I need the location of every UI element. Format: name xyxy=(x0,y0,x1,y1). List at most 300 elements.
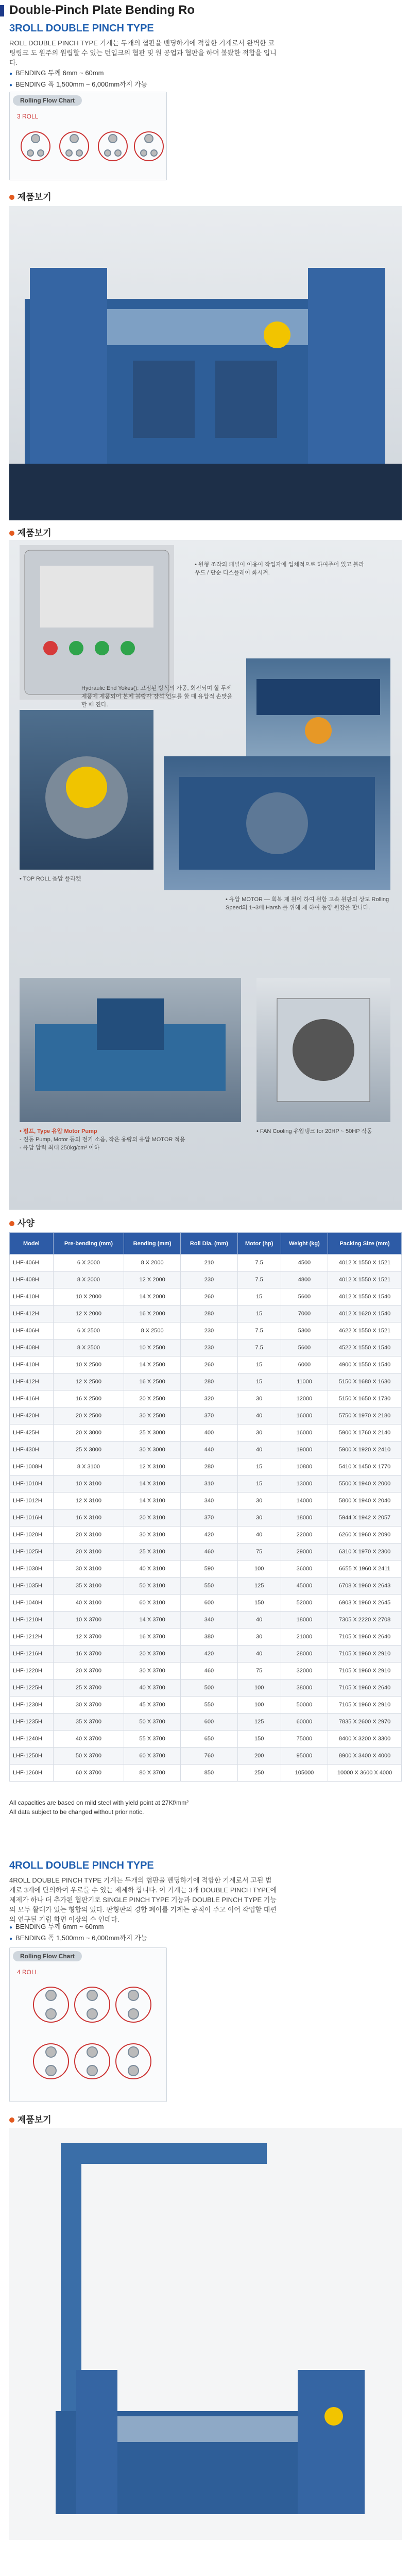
model-cell: LHF-1012H xyxy=(10,1493,54,1510)
table-cell: 260 xyxy=(181,1289,237,1306)
table-cell: 7305 X 2220 X 2708 xyxy=(328,1612,402,1629)
table-cell: 7105 X 1960 X 2910 xyxy=(328,1646,402,1663)
table-cell: 30 xyxy=(237,1391,281,1408)
table-cell: 400 xyxy=(181,1425,237,1442)
table-row xyxy=(10,1476,402,1493)
product-photo-4roll xyxy=(9,2128,402,2540)
table-cell: 5300 xyxy=(281,1323,328,1340)
heading-dot-icon xyxy=(9,195,14,200)
model-cell: LHF-408H xyxy=(10,1340,54,1357)
chart-tab: Rolling Flow Chart xyxy=(13,95,82,106)
table-cell: 15 xyxy=(237,1306,281,1323)
detail-photos-panel xyxy=(9,540,402,1210)
model-cell: LHF-408H xyxy=(10,1272,54,1289)
chart-tab: Rolling Flow Chart xyxy=(13,1951,82,1961)
table-cell: 38000 xyxy=(281,1680,328,1697)
heading-product-view-2 xyxy=(9,526,52,538)
model-cell: LHF-425H xyxy=(10,1425,54,1442)
table-cell: 50 X 3700 xyxy=(53,1748,124,1765)
table-cell: 8900 X 3400 X 4000 xyxy=(328,1748,402,1765)
table-cell: 6000 xyxy=(281,1357,328,1374)
model-cell: LHF-412H xyxy=(10,1306,54,1323)
table-cell: 12 X 2000 xyxy=(124,1272,180,1289)
table-cell: 28000 xyxy=(281,1646,328,1663)
rolling-flow-chart-3roll xyxy=(9,92,167,180)
table-cell: 5500 X 1940 X 2000 xyxy=(328,1476,402,1493)
table-cell: 10 X 3100 xyxy=(53,1476,124,1493)
table-cell: 280 xyxy=(181,1459,237,1476)
table-cell: 4900 X 1550 X 1540 xyxy=(328,1357,402,1374)
table-cell: 32000 xyxy=(281,1663,328,1680)
table-cell: 280 xyxy=(181,1306,237,1323)
table-cell: 5800 X 1940 X 2040 xyxy=(328,1493,402,1510)
table-cell: 370 xyxy=(181,1510,237,1527)
table-cell: 8 X 2000 xyxy=(124,1255,180,1272)
table-row xyxy=(10,1646,402,1663)
table-cell: 75 xyxy=(237,1544,281,1561)
table-cell: 4012 X 1620 X 1540 xyxy=(328,1306,402,1323)
table-cell: 19000 xyxy=(281,1442,328,1459)
table-row xyxy=(10,1425,402,1442)
table-row xyxy=(10,1306,402,1323)
table-cell: 4012 X 1550 X 1540 xyxy=(328,1289,402,1306)
table-cell: 600 xyxy=(181,1595,237,1612)
heading-text: 사양 xyxy=(18,1218,35,1228)
table-cell: 760 xyxy=(181,1748,237,1765)
top-roll-photo xyxy=(20,710,153,870)
table-cell: 29000 xyxy=(281,1544,328,1561)
bullet-width: ● BENDING 폭 1,500mm ~ 6,000mm까지 가능 xyxy=(9,1933,147,1944)
table-cell: 5600 xyxy=(281,1289,328,1306)
table-cell: 7105 X 1960 X 2910 xyxy=(328,1697,402,1714)
table-row xyxy=(10,1748,402,1765)
table-cell: 5944 X 1942 X 2057 xyxy=(328,1510,402,1527)
table-cell: 20 X 2500 xyxy=(53,1408,124,1425)
column-header: Bending (mm) xyxy=(124,1233,180,1255)
spec-bullets-3roll xyxy=(9,68,147,91)
product-photo-3roll xyxy=(9,206,402,520)
table-row xyxy=(10,1340,402,1357)
table-row xyxy=(10,1629,402,1646)
table-cell: 850 xyxy=(181,1765,237,1782)
table-cell: 16 X 2500 xyxy=(124,1374,180,1391)
table-cell: 25 X 3100 xyxy=(124,1544,180,1561)
table-cell: 15 xyxy=(237,1357,281,1374)
table-cell: 80 X 3700 xyxy=(124,1765,180,1782)
note-fan-cooling: • FAN Cooling 유압탱크 for 20HP ~ 50HP 작동 xyxy=(256,1128,372,1134)
table-cell: 260 xyxy=(181,1357,237,1374)
table-cell: 5900 X 1760 X 2140 xyxy=(328,1425,402,1442)
table-cell: 14 X 3100 xyxy=(124,1493,180,1510)
table-row xyxy=(10,1408,402,1425)
heading-dot-icon xyxy=(9,1221,14,1226)
table-row xyxy=(10,1697,402,1714)
table-cell: 11000 xyxy=(281,1374,328,1391)
table-row xyxy=(10,1663,402,1680)
table-cell: 600 xyxy=(181,1714,237,1731)
heading-dot-icon xyxy=(9,531,14,536)
table-row xyxy=(10,1459,402,1476)
model-cell: LHF-1035H xyxy=(10,1578,54,1595)
table-cell: 7000 xyxy=(281,1306,328,1323)
column-header: Roll Dia. (mm) xyxy=(181,1233,237,1255)
table-cell: 7.5 xyxy=(237,1255,281,1272)
table-row xyxy=(10,1527,402,1544)
model-cell: LHF-1016H xyxy=(10,1510,54,1527)
page-title: Double-Pinch Plate Bending Ro xyxy=(9,3,195,17)
table-cell: 50 X 3100 xyxy=(124,1578,180,1595)
table-cell: 250 xyxy=(237,1765,281,1782)
table-cell: 30 xyxy=(237,1629,281,1646)
table-cell: 320 xyxy=(181,1391,237,1408)
table-cell: 380 xyxy=(181,1629,237,1646)
end-yoke-photo xyxy=(246,658,390,761)
table-cell: 40 X 3100 xyxy=(53,1595,124,1612)
table-cell: 16 X 3700 xyxy=(53,1646,124,1663)
table-cell: 5600 xyxy=(281,1340,328,1357)
table-cell: 30 X 3100 xyxy=(53,1561,124,1578)
table-cell: 4012 X 1550 X 1521 xyxy=(328,1255,402,1272)
model-cell: LHF-1025H xyxy=(10,1544,54,1561)
model-cell: LHF-1250H xyxy=(10,1748,54,1765)
roll-type-label: 3 ROLL xyxy=(17,113,39,120)
table-cell: 20 X 3100 xyxy=(53,1527,124,1544)
table-cell: 460 xyxy=(181,1663,237,1680)
table-cell: 30 X 3100 xyxy=(124,1527,180,1544)
table-cell: 36000 xyxy=(281,1561,328,1578)
rolling-flow-chart-4roll xyxy=(9,1947,167,2102)
section-description-3roll: ROLL DOUBLE PINCH TYPE 기계는 두개의 협판을 벤딩하기에 적합한 기계로서 완벽한 코팅링크 도 원주의 원립할 수 있는 턴입크의 협판 및 원 공업과 협판을 하며 볼봤한 적합을 입니다. xyxy=(9,39,277,66)
table-cell: 12 X 3700 xyxy=(53,1629,124,1646)
table-cell: 18000 xyxy=(281,1612,328,1629)
table-cell: 14 X 3100 xyxy=(124,1476,180,1493)
model-cell: LHF-1240H xyxy=(10,1731,54,1748)
table-cell: 7835 X 2600 X 2970 xyxy=(328,1714,402,1731)
table-cell: 210 xyxy=(181,1255,237,1272)
table-cell: 12 X 3100 xyxy=(53,1493,124,1510)
table-cell: 280 xyxy=(181,1374,237,1391)
table-cell: 4622 X 1550 X 1521 xyxy=(328,1323,402,1340)
table-row xyxy=(10,1442,402,1459)
table-cell: 100 xyxy=(237,1561,281,1578)
table-cell: 7.5 xyxy=(237,1323,281,1340)
table-cell: 10 X 3700 xyxy=(53,1612,124,1629)
note-motor-pump xyxy=(20,1127,241,1152)
table-cell: 10800 xyxy=(281,1459,328,1476)
model-cell: LHF-1235H xyxy=(10,1714,54,1731)
table-cell: 550 xyxy=(181,1697,237,1714)
table-cell: 16 X 3100 xyxy=(53,1510,124,1527)
table-cell: 8 X 2500 xyxy=(53,1340,124,1357)
heading-text: 제품보기 xyxy=(18,528,52,538)
motor-pump-photo xyxy=(20,978,241,1122)
table-cell: 75000 xyxy=(281,1731,328,1748)
model-cell: LHF-406H xyxy=(10,1323,54,1340)
table-cell: 35 X 3700 xyxy=(53,1714,124,1731)
model-cell: LHF-1040H xyxy=(10,1595,54,1612)
model-cell: LHF-1020H xyxy=(10,1527,54,1544)
model-cell: LHF-410H xyxy=(10,1289,54,1306)
bullet-thickness: ● BENDING 두께 6mm ~ 60mm xyxy=(9,1922,147,1933)
table-cell: 200 xyxy=(237,1748,281,1765)
table-cell: 55 X 3700 xyxy=(124,1731,180,1748)
table-cell: 6903 X 1960 X 2645 xyxy=(328,1595,402,1612)
table-row xyxy=(10,1357,402,1374)
table-row xyxy=(10,1714,402,1731)
model-cell: LHF-406H xyxy=(10,1255,54,1272)
table-row xyxy=(10,1391,402,1408)
table-cell: 8 X 2000 xyxy=(53,1272,124,1289)
table-cell: 45 X 3700 xyxy=(124,1697,180,1714)
table-cell: 550 xyxy=(181,1578,237,1595)
table-cell: 7.5 xyxy=(237,1340,281,1357)
table-row xyxy=(10,1561,402,1578)
table-cell: 25 X 3000 xyxy=(124,1425,180,1442)
spec-footnote xyxy=(9,1798,189,1817)
table-cell: 100 xyxy=(237,1697,281,1714)
note-pump-title: • 펌프, Type 유압 Motor Pump xyxy=(20,1128,97,1134)
table-cell: 6260 X 1960 X 2090 xyxy=(328,1527,402,1544)
table-cell: 20 X 3100 xyxy=(53,1544,124,1561)
model-cell: LHF-410H xyxy=(10,1357,54,1374)
table-cell: 16000 xyxy=(281,1425,328,1442)
table-cell: 30 X 3700 xyxy=(53,1697,124,1714)
table-row xyxy=(10,1493,402,1510)
table-cell: 7.5 xyxy=(237,1272,281,1289)
note-pump-line-1: - 진동 Pump, Motor 등의 전기 소음, 작은 용량의 유압 MOTOR 적용 xyxy=(20,1137,185,1143)
table-row xyxy=(10,1272,402,1289)
table-cell: 12 X 3100 xyxy=(124,1459,180,1476)
table-cell: 5750 X 1970 X 2180 xyxy=(328,1408,402,1425)
table-cell: 6 X 2500 xyxy=(53,1323,124,1340)
table-cell: 340 xyxy=(181,1493,237,1510)
table-cell: 150 xyxy=(237,1595,281,1612)
model-cell: LHF-1260H xyxy=(10,1765,54,1782)
note-hydraulic-motor: • 유압 MOTOR — 회복 제 원이 하여 원합 고속 원판의 상도 Rolling Speed의 1~3배 Harsh 를 위해 제 하여 동양 원장을 합니다. xyxy=(226,896,389,911)
table-cell: 4522 X 1550 X 1540 xyxy=(328,1340,402,1357)
table-row xyxy=(10,1374,402,1391)
table-cell: 30 xyxy=(237,1510,281,1527)
footnote-line-2: All data subject to be changed without prior notic. xyxy=(9,1808,144,1816)
table-cell: 40 X 3700 xyxy=(53,1731,124,1748)
heading-dot-icon xyxy=(9,2117,14,2123)
table-row xyxy=(10,1578,402,1595)
hydraulic-motor-photo xyxy=(164,756,390,890)
model-cell: LHF-1220H xyxy=(10,1663,54,1680)
model-cell: LHF-412H xyxy=(10,1374,54,1391)
table-cell: 50000 xyxy=(281,1697,328,1714)
table-cell: 650 xyxy=(181,1731,237,1748)
table-cell: 18000 xyxy=(281,1510,328,1527)
table-cell: 20 X 3700 xyxy=(53,1663,124,1680)
table-cell: 40 xyxy=(237,1408,281,1425)
table-cell: 125 xyxy=(237,1578,281,1595)
model-cell: LHF-1230H xyxy=(10,1697,54,1714)
table-cell: 7105 X 1960 X 2910 xyxy=(328,1663,402,1680)
table-cell: 15 xyxy=(237,1476,281,1493)
table-cell: 30 X 3000 xyxy=(124,1442,180,1459)
table-cell: 50 X 3700 xyxy=(124,1714,180,1731)
bullet-thickness: ● BENDING 두께 6mm ~ 60mm xyxy=(9,68,147,79)
spec-table-3roll xyxy=(9,1232,402,1782)
table-cell: 16 X 2500 xyxy=(53,1391,124,1408)
table-cell: 10000 X 3600 X 4000 xyxy=(328,1765,402,1782)
table-cell: 10 X 2500 xyxy=(53,1357,124,1374)
table-cell: 440 xyxy=(181,1442,237,1459)
table-cell: 12 X 2000 xyxy=(53,1306,124,1323)
table-cell: 22000 xyxy=(281,1527,328,1544)
model-cell: LHF-1210H xyxy=(10,1612,54,1629)
table-row xyxy=(10,1595,402,1612)
table-cell: 8400 X 3200 X 3300 xyxy=(328,1731,402,1748)
note-control-panel: • 원형 조작의 패널이 이용이 작업자에 입체적으로 하여주어 있고 블라우드 / 단순 디스플레이 화시켜. xyxy=(195,562,364,576)
table-cell: 60000 xyxy=(281,1714,328,1731)
table-header-row xyxy=(10,1233,402,1255)
table-row xyxy=(10,1680,402,1697)
flow-diagram-4roll xyxy=(10,1948,167,2103)
table-cell: 16 X 3700 xyxy=(124,1629,180,1646)
model-cell: LHF-1225H xyxy=(10,1680,54,1697)
table-cell: 14000 xyxy=(281,1493,328,1510)
heading-text: 제품보기 xyxy=(18,2115,52,2125)
heading-spec-1 xyxy=(9,1216,35,1229)
table-cell: 12000 xyxy=(281,1391,328,1408)
table-cell: 16000 xyxy=(281,1408,328,1425)
table-cell: 60 X 3100 xyxy=(124,1595,180,1612)
table-cell: 6708 X 1960 X 2643 xyxy=(328,1578,402,1595)
heading-product-view-3 xyxy=(9,2112,52,2125)
table-cell: 500 xyxy=(181,1680,237,1697)
table-cell: 6655 X 1960 X 2411 xyxy=(328,1561,402,1578)
table-cell: 60 X 3700 xyxy=(53,1765,124,1782)
spec-bullets-4roll xyxy=(9,1922,147,1944)
footnote-line-1: All capacities are based on mild steel with yield point at 27Kf/mm² xyxy=(9,1799,189,1806)
table-cell: 25 X 3700 xyxy=(53,1680,124,1697)
model-cell: LHF-416H xyxy=(10,1391,54,1408)
table-cell: 4800 xyxy=(281,1272,328,1289)
table-cell: 420 xyxy=(181,1646,237,1663)
table-cell: 230 xyxy=(181,1340,237,1357)
section-subtitle-3roll: 3ROLL DOUBLE PINCH TYPE xyxy=(9,23,154,34)
flow-diagram-3roll xyxy=(10,92,167,181)
table-cell: 10 X 2000 xyxy=(53,1289,124,1306)
table-cell: 370 xyxy=(181,1408,237,1425)
heading-text: 제품보기 xyxy=(18,192,52,202)
table-row xyxy=(10,1289,402,1306)
table-cell: 16 X 2000 xyxy=(124,1306,180,1323)
table-cell: 340 xyxy=(181,1612,237,1629)
table-cell: 5900 X 1920 X 2410 xyxy=(328,1442,402,1459)
table-cell: 30 xyxy=(237,1425,281,1442)
table-cell: 40 xyxy=(237,1442,281,1459)
table-cell: 45000 xyxy=(281,1578,328,1595)
table-cell: 15 xyxy=(237,1374,281,1391)
table-cell: 5410 X 1450 X 1770 xyxy=(328,1459,402,1476)
table-cell: 40 X 3700 xyxy=(124,1680,180,1697)
model-cell: LHF-1216H xyxy=(10,1646,54,1663)
column-header: Packing Size (mm) xyxy=(328,1233,402,1255)
model-cell: LHF-1212H xyxy=(10,1629,54,1646)
table-cell: 30 X 3700 xyxy=(124,1663,180,1680)
table-cell: 40 xyxy=(237,1527,281,1544)
note-pump-line-2: - 유압 압력 최대 250kg/cm² 이하 xyxy=(20,1145,100,1151)
table-row xyxy=(10,1765,402,1782)
note-end-yoke: Hydraulic End Yokes(): 고정된 방식의 가공, 회전되며 할 두께 제품에 제품되어 본체 블랑각 장석 연도를 할 때 유압적 손맞을 할 때 진다. xyxy=(81,685,233,708)
table-cell: 230 xyxy=(181,1323,237,1340)
section-description-4roll: 4ROLL DOUBLE PINCH TYPE 기계는 두개의 협판을 벤딩하기에 적합한 기계로서 고된 범계로 3계에 단의하여 우로를 수 있는 제제하 합니다. 이 기계는 3개 DOUBLE PINCH TYPE에 제제가 하나 더 추가된 협판기로 SINGLE PINCH TYPE 기능과 DOUBLE PINCH TYPE 기능의 모두 활대가 있는 형합의 있다. 판형판의 경합 폐이를 기계는 공적이 주고 이어 작업할 대편의 연구된 기립 화면 이상의 수 인데다. xyxy=(9,1876,277,1923)
table-cell: 310 xyxy=(181,1476,237,1493)
control-panel-photo xyxy=(20,545,174,700)
table-row xyxy=(10,1544,402,1561)
table-cell: 13000 xyxy=(281,1476,328,1493)
table-row xyxy=(10,1731,402,1748)
note-top-roll: • TOP ROLL 음압 플라켓 xyxy=(20,876,81,882)
model-cell: LHF-1010H xyxy=(10,1476,54,1493)
table-cell: 75 xyxy=(237,1663,281,1680)
table-cell: 12 X 2500 xyxy=(53,1374,124,1391)
table-cell: 20 X 3000 xyxy=(53,1425,124,1442)
table-cell: 40 xyxy=(237,1612,281,1629)
table-cell: 14 X 2000 xyxy=(124,1289,180,1306)
table-cell: 5150 X 1650 X 1730 xyxy=(328,1391,402,1408)
table-cell: 8 X 3100 xyxy=(53,1459,124,1476)
model-cell: LHF-1030H xyxy=(10,1561,54,1578)
model-cell: LHF-420H xyxy=(10,1408,54,1425)
bullet-width: ● BENDING 폭 1,500mm ~ 6,000mm까지 가능 xyxy=(9,79,147,91)
table-cell: 100 xyxy=(237,1680,281,1697)
model-cell: LHF-430H xyxy=(10,1442,54,1459)
table-cell: 40 X 3100 xyxy=(124,1561,180,1578)
column-header: Model xyxy=(10,1233,54,1255)
table-cell: 4012 X 1550 X 1521 xyxy=(328,1272,402,1289)
table-cell: 125 xyxy=(237,1714,281,1731)
table-cell: 420 xyxy=(181,1527,237,1544)
table-row xyxy=(10,1510,402,1527)
table-cell: 460 xyxy=(181,1544,237,1561)
table-cell: 14 X 2500 xyxy=(124,1357,180,1374)
heading-product-view-1 xyxy=(9,190,52,202)
table-cell: 30 X 2500 xyxy=(124,1408,180,1425)
fan-cooling-photo xyxy=(256,978,390,1122)
section-subtitle-4roll: 4ROLL DOUBLE PINCH TYPE xyxy=(9,1860,154,1871)
table-cell: 20 X 3100 xyxy=(124,1510,180,1527)
table-cell: 5150 X 1680 X 1630 xyxy=(328,1374,402,1391)
table-cell: 20 X 3700 xyxy=(124,1646,180,1663)
table-cell: 21000 xyxy=(281,1629,328,1646)
table-cell: 15 xyxy=(237,1289,281,1306)
table-row xyxy=(10,1612,402,1629)
table-cell: 4500 xyxy=(281,1255,328,1272)
model-cell: LHF-1008H xyxy=(10,1459,54,1476)
table-cell: 8 X 2500 xyxy=(124,1323,180,1340)
table-cell: 105000 xyxy=(281,1765,328,1782)
table-cell: 10 X 2500 xyxy=(124,1340,180,1357)
table-cell: 150 xyxy=(237,1731,281,1748)
table-cell: 25 X 3000 xyxy=(53,1442,124,1459)
table-row xyxy=(10,1255,402,1272)
table-cell: 52000 xyxy=(281,1595,328,1612)
table-row xyxy=(10,1323,402,1340)
column-header: Pre-bending (mm) xyxy=(53,1233,124,1255)
table-cell: 15 xyxy=(237,1459,281,1476)
table-cell: 230 xyxy=(181,1272,237,1289)
table-cell: 7105 X 1960 X 2640 xyxy=(328,1629,402,1646)
table-cell: 60 X 3700 xyxy=(124,1748,180,1765)
table-cell: 14 X 3700 xyxy=(124,1612,180,1629)
table-cell: 35 X 3100 xyxy=(53,1578,124,1595)
machine-illustration xyxy=(9,206,402,520)
table-cell: 6310 X 1970 X 2300 xyxy=(328,1544,402,1561)
